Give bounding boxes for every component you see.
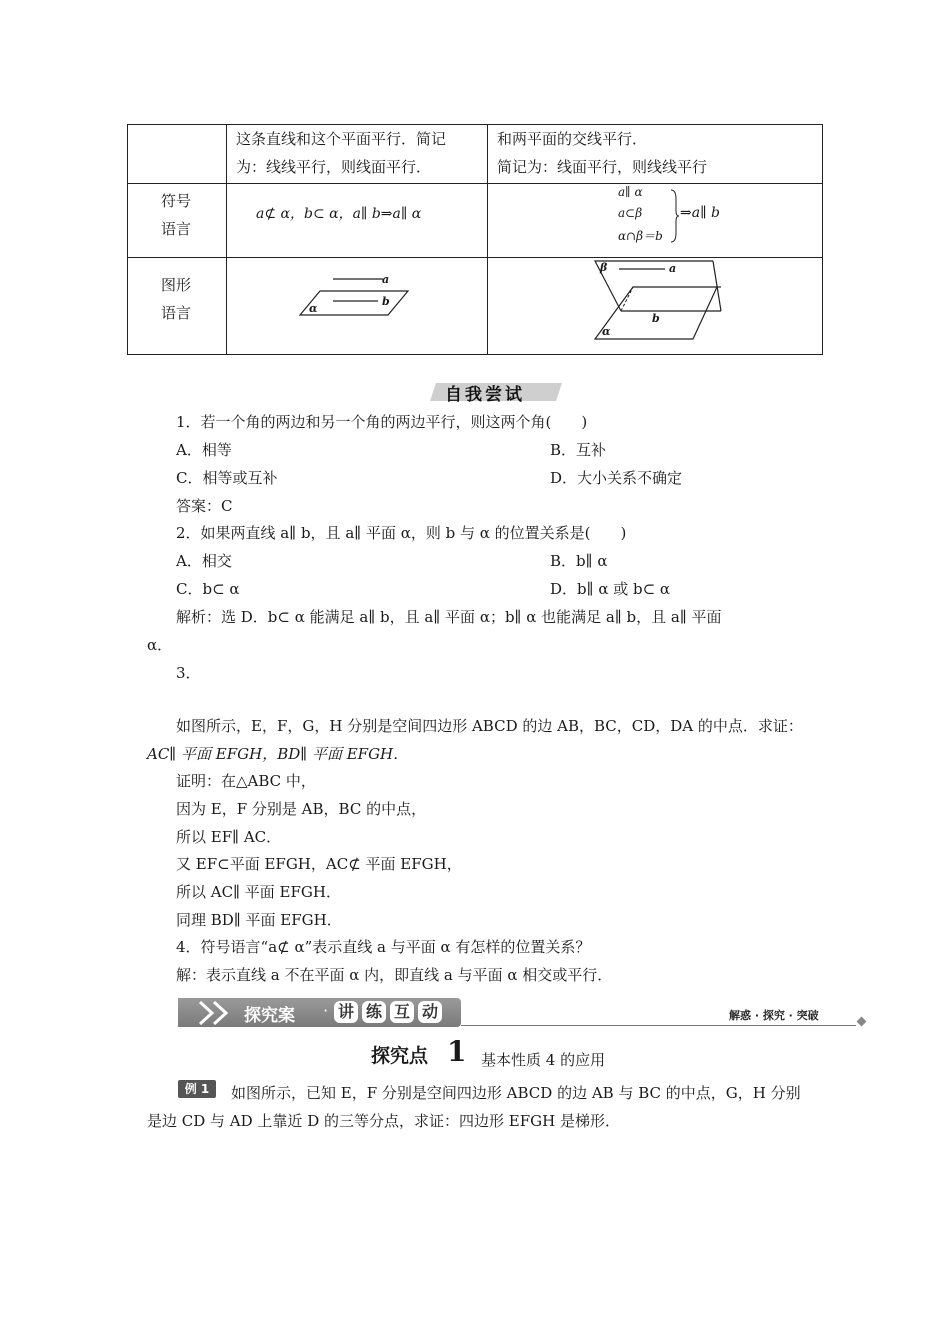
row3-header	[161, 271, 191, 327]
explore-point-title: 探究点	[371, 1045, 429, 1067]
q1-option-b: B．互补	[550, 441, 607, 459]
table-row-divider	[128, 257, 822, 258]
q3-text-line1: 如图所示，E，F，G，H 分别是空间四边形 ABCD 的边 AB，BC，CD，DA 的中点．求证：	[176, 717, 803, 735]
proof-line1: 证明：在△ABC 中，	[176, 772, 316, 790]
proof-line3: 所以 EF∥ AC．	[176, 828, 282, 846]
example-line1: 如图所示，已知 E，F 分别是空间四边形 ABCD 的边 AB 与 BC 的中点，G，H 分别	[231, 1084, 801, 1102]
proof-line6: 同理 BD∥ 平面 EFGH．	[176, 911, 342, 929]
row2-col3-formula	[618, 185, 758, 253]
example-line2: 是边 CD 与 AD 上靠近 D 的三等分点，求证：四边形 EFGH 是梯形．	[147, 1112, 620, 1130]
explore-banner	[178, 998, 870, 1030]
fig2-label-a: a	[669, 262, 677, 275]
row3-header-line2: 语言	[161, 304, 192, 322]
q1-option-c: C．相等或互补	[176, 469, 278, 487]
banner-dot: ·	[323, 1001, 329, 1020]
fig1-label-a: a	[382, 273, 390, 286]
q4-answer: 解：表示直线 a 不在平面 α 内，即直线 a 与平面 α 相交或平行．	[176, 966, 613, 984]
table-row-divider	[128, 183, 822, 184]
q3-text-line2: AC∥ 平面 EFGH，BD∥ 平面 EFGH．	[147, 745, 409, 763]
q2-stem: 2．如果两直线 a∥ b，且 a∥ 平面 α，则 b 与 α 的位置关系是( )	[176, 524, 627, 542]
diamond-icon	[857, 1017, 867, 1027]
q2-option-d: D．b∥ α 或 b⊂ α	[550, 580, 671, 598]
explore-point-subtitle: 基本性质 4 的应用	[481, 1051, 606, 1069]
row2-header	[161, 187, 191, 243]
q3-number: 3．	[176, 664, 201, 682]
cond-3: α∩β＝b	[618, 229, 663, 243]
row1-col2	[236, 125, 446, 181]
banner-right-text: 解惑 · 探究 · 突破	[729, 1009, 819, 1022]
row1-col3-line1: 和两平面的交线平行．	[497, 130, 648, 148]
fig1-label-b: b	[382, 295, 390, 308]
fig2-label-beta: β	[600, 261, 608, 274]
proof-line2: 因为 E，F 分别是 AB，BC 的中点，	[176, 800, 427, 818]
cond-1: a∥ α	[618, 185, 643, 199]
q2-option-a: A．相交	[176, 552, 232, 570]
fig2-label-alpha: α	[602, 325, 611, 338]
q2-analysis-line1: 解析：选 D．b⊂ α 能满足 a∥ b，且 a∥ 平面 α；b∥ α 也能满足 a∥ b，且 a∥ 平面	[176, 608, 722, 626]
banner-char-4: 动	[418, 1001, 442, 1023]
proof-line4: 又 EF⊂平面 EFGH，AC⊄ 平面 EFGH，	[176, 855, 462, 873]
q1-answer: 答案：C	[176, 497, 233, 515]
row1-col3	[497, 125, 707, 181]
line-plane-parallel-figure	[298, 273, 428, 325]
banner-rule	[461, 1025, 856, 1026]
brace-icon	[670, 189, 680, 243]
row1-col2-line1: 这条直线和这个平面平行．简记	[236, 130, 447, 148]
example-tag: 例 1	[178, 1080, 216, 1098]
double-chevron-icon	[196, 1000, 240, 1026]
banner-char-1: 讲	[334, 1001, 358, 1023]
self-try-heading	[425, 379, 565, 405]
banner-label: 探究案	[244, 1006, 295, 1026]
banner-char-3: 互	[390, 1001, 414, 1023]
row1-col2-line2: 为：线线平行，则线面平行．	[236, 158, 432, 176]
row3-header-line1: 图形	[161, 276, 192, 294]
banner-char-2: 练	[362, 1001, 386, 1023]
row2-col2-formula: a⊄ α，b⊂ α，a∥ b⇒a∥ α	[256, 206, 422, 222]
proof-line5: 所以 AC∥ 平面 EFGH．	[176, 883, 341, 901]
fig1-label-alpha: α	[309, 302, 318, 315]
q2-option-c: C．b⊂ α	[176, 580, 240, 598]
row1-col3-line2: 简记为：线面平行，则线线平行	[497, 158, 708, 176]
theorem-table	[127, 124, 823, 355]
q1-option-a: A．相等	[176, 441, 232, 459]
row2-header-line1: 符号	[161, 192, 192, 210]
self-try-title: 自我尝试	[445, 385, 525, 405]
q2-analysis-line2: α．	[147, 636, 173, 654]
planes-intersection-figure	[593, 259, 723, 345]
q4-stem: 4．符号语言“a⊄ α”表示直线 a 与平面 α 有怎样的位置关系？	[176, 938, 591, 956]
cond-2: a⊂β	[618, 206, 643, 220]
q2-option-b: B．b∥ α	[550, 552, 608, 570]
row2-header-line2: 语言	[161, 220, 192, 238]
explore-point-number: 1	[447, 1035, 467, 1068]
table-col-divider	[226, 125, 227, 354]
table-col-divider	[487, 125, 488, 354]
q1-stem: 1．若一个角的两边和另一个角的两边平行，则这两个角( )	[176, 413, 588, 431]
fig2-label-b: b	[652, 312, 660, 325]
q1-option-d: D．大小关系不确定	[550, 469, 683, 487]
result: ⇒a∥ b	[680, 205, 720, 221]
